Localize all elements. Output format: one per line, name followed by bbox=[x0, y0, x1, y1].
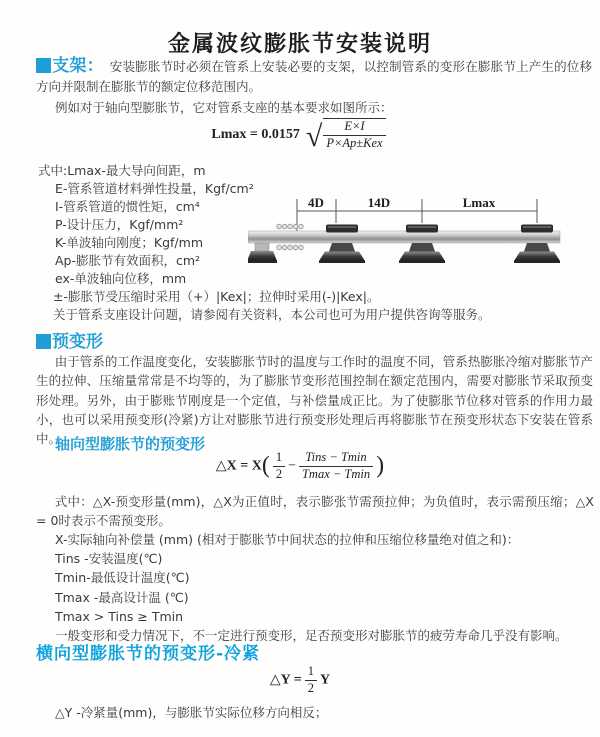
definition-line: I-管系管道的惯性矩，cm⁴ bbox=[55, 199, 200, 214]
open-paren: ( bbox=[261, 452, 270, 479]
definition-line: 式中:Lmax-最大导向间距，m bbox=[38, 163, 206, 178]
definition-line: P-设计压力，Kgf/mm² bbox=[55, 217, 184, 232]
section-square-icon bbox=[36, 58, 51, 73]
lateral-formula-prefix: △Y = bbox=[269, 672, 302, 688]
temp-numerator: Tins − Tmin bbox=[305, 450, 367, 464]
half-fraction bbox=[273, 450, 285, 482]
support-section-heading: 支架： bbox=[52, 56, 104, 76]
definition-line: 关于管系支座设计问题，请参阅有关资料，本公司也可为用户提供咨询等服务。 bbox=[53, 307, 491, 322]
lmax-formula bbox=[0, 118, 600, 151]
definition-line: ex-单波轴向位移，mm bbox=[55, 271, 187, 286]
axial-definition-list bbox=[55, 530, 595, 645]
predeform-paragraph: 由于管系的工作温度变化，安装膨胀节时的温度与工作时的温度不同，管系热膨胀冷缩对膨胀节产生的拉伸、压缩量常常是不均等的，为了膨胀节变形范围控制在额定范围内，需要对膨胀节采取预变形处理。另外，由于膨账节刚度是一个定值，与补偿量成正比。为了使膨胀节位移对管系的作用力最小，也可以采用预变形(冷紧)方让对膨胀节进行预变形处理后再将膨胀节在预变形状态下安装在管系中。 bbox=[36, 354, 593, 447]
page-title: 金属波纹膨胀节安装说明 bbox=[167, 31, 432, 57]
lateral-formula bbox=[0, 664, 600, 696]
guide-support bbox=[514, 225, 560, 264]
definition-line: ±-膨胀节受压缩时采用（+）|Kex|；拉伸时采用(-)|Kex|。 bbox=[53, 289, 380, 304]
definition-line: Ap-膨胀节有效面积，cm² bbox=[55, 253, 201, 268]
lateral-subheader: 横向型膨胀节的预变形-冷紧 bbox=[36, 644, 261, 664]
half-numerator: 1 bbox=[275, 450, 283, 464]
pipe-support-diagram bbox=[248, 192, 563, 272]
dim-label-14d: 14D bbox=[367, 195, 391, 210]
support-paragraph bbox=[36, 56, 592, 97]
axial-note-paragraph: 式中：△X-预变形量(mm)，△X为正值时，表示膨张节需预拉伸；为负值时，表示需预压缩；△X = 0时表示不需预变形。 bbox=[36, 494, 594, 529]
axial-line: Tins -安装温度(℃) bbox=[55, 551, 163, 567]
radical-sign-icon: √ bbox=[305, 119, 323, 153]
lateral-formula-suffix: Y bbox=[319, 672, 331, 688]
definition-line: K-单波轴向刚度；Kgf/mm bbox=[55, 235, 203, 250]
lmax-formula-prefix: Lmax = 0.0157 bbox=[211, 126, 300, 142]
dim-label-4d: 4D bbox=[308, 195, 324, 210]
pipe bbox=[248, 231, 560, 243]
lmax-formula-denominator: P×Ap±Kex bbox=[323, 135, 385, 152]
predeform-section-header bbox=[36, 327, 109, 352]
temp-fraction bbox=[299, 450, 373, 482]
guide-support bbox=[319, 225, 365, 264]
temp-denominator: Tmax − Tmin bbox=[299, 466, 373, 483]
guide-support bbox=[399, 225, 445, 264]
definition-line: E-管系管道材料弹性投量，Kgf/cm² bbox=[55, 181, 254, 196]
axial-line: X-实际轴向补偿量 (mm) (相对于膨胀节中间状态的拉伸和压缩位移量绝对值之和)： bbox=[55, 532, 520, 547]
half-fraction bbox=[305, 664, 317, 696]
predeform-heading: 预变形 bbox=[52, 332, 103, 352]
half-denominator: 2 bbox=[305, 680, 317, 697]
axial-line: Tmax > Tins ≥ Tmin bbox=[55, 608, 184, 624]
lmax-formula-numerator: E×I bbox=[344, 119, 365, 133]
axial-line: 一般变形和受力情况下，不一定进行预变形，足否预变形对膨胀节的疲劳寿命几乎没有影响。 bbox=[55, 627, 568, 643]
sqrt-radical bbox=[306, 118, 389, 151]
section-square-icon bbox=[36, 334, 51, 349]
minus-sign: − bbox=[288, 458, 296, 474]
example-line: 例如对于轴向型膨胀节，它对管系支座的基本要求如图所示： bbox=[55, 100, 393, 115]
axial-formula bbox=[0, 450, 600, 482]
support-body-text: 安装膨胀节时必须在管系上安装必要的支架，以控制管系的变形在膨胀节上产生的位移方向并限制在膨胀节的额定位移范围内。 bbox=[36, 59, 592, 94]
lateral-note: △Y -冷紧量(mm)，与膨胀节实际位移方向相反； bbox=[55, 705, 328, 720]
half-numerator: 1 bbox=[307, 664, 314, 678]
axial-line: Tmin-最低设计温度(℃) bbox=[55, 570, 190, 586]
axial-line: Tmax -最高设计温 (℃) bbox=[55, 589, 189, 605]
anchor-support bbox=[248, 243, 277, 263]
close-paren: ) bbox=[376, 452, 385, 479]
dim-label-lmax: Lmax bbox=[462, 195, 496, 210]
axial-subheader: 轴向型膨胀节的预变形 bbox=[55, 435, 206, 453]
axial-formula-prefix: △X = X bbox=[215, 458, 262, 474]
half-denominator: 2 bbox=[273, 466, 285, 483]
